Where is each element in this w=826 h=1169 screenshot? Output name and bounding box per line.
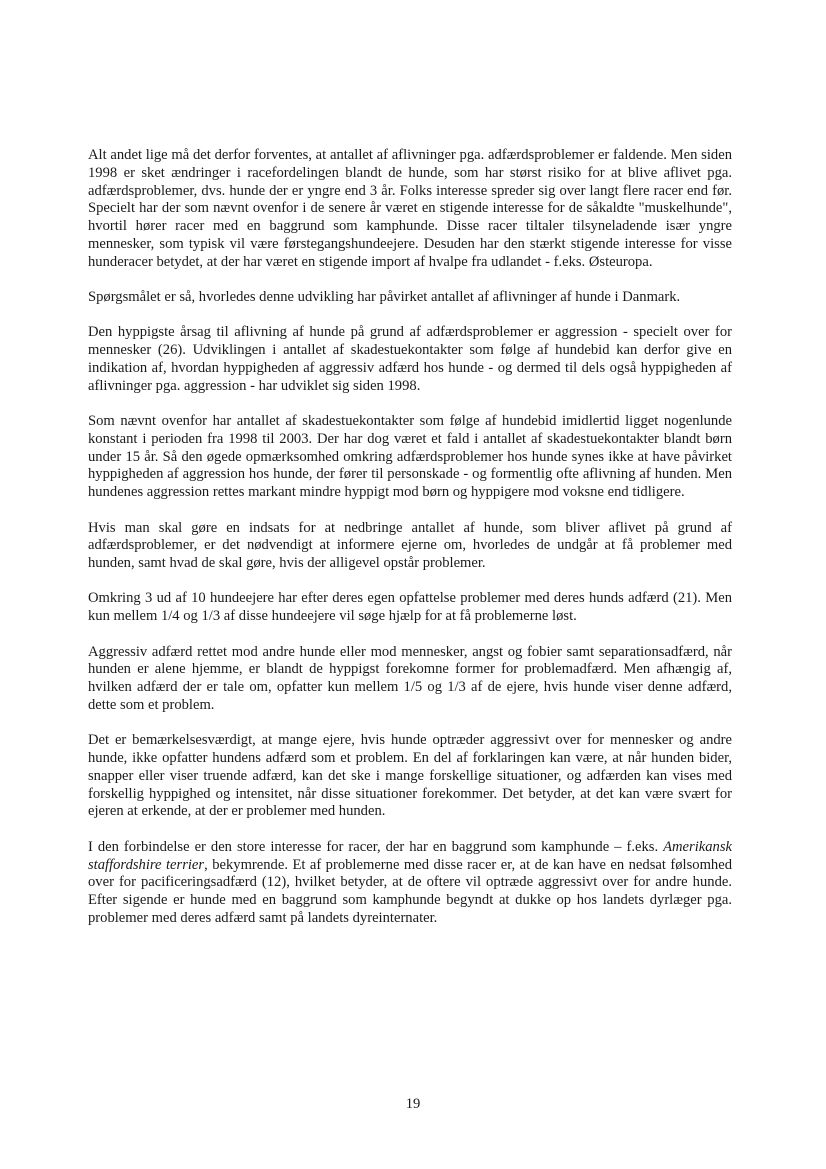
paragraph-1: Alt andet lige må det derfor forventes, at antallet af aflivninger pga. adfærdsproblemer er faldende. Men siden 1998 er sket ændringer i racefordelingen blandt de hunde, som har størst risiko for at blive aflivet pga. adfærdsproblemer, dvs. hunde der er yngre end 3 år. Folks interesse spreder sig over langt flere racer end før. Specielt har der som nævnt ovenfor i de senere år været en stigende interesse for de såkaldte "muskelhunde", hvortil hører racer med en baggrund som kamphunde. Disse racer tiltaler tilsyneladende især yngre mennesker, som typisk vil være førstegangshundeejere. Desuden har den stærkt stigende interesse for visse hunderacer betydet, at der har været en stigende import af hvalpe fra udlandet - f.eks. Østeuropa. <box>88 147 732 270</box>
paragraph-2: Spørgsmålet er så, hvorledes denne udvikling har påvirket antallet af aflivninger af hunde i Danmark. <box>88 289 681 306</box>
paragraph-5: Hvis man skal gøre en indsats for at nedbringe antallet af hunde, som bliver aflivet på grund af adfærdsproblemer, er det nødvendigt at informere ejerne om, hvorledes de undgår at få problemer med hunden, samt hvad de skal gøre, hvis der alligevel opstår problemer. <box>88 519 732 572</box>
paragraph-9 <box>88 839 732 928</box>
paragraph-4: Som nævnt ovenfor har antallet af skadestuekontakter som følge af hundebid imidlertid ligget nogenlunde konstant i perioden fra 1998 til 2003. Der har dog været et fald i antallet af skadestuekontakter blandt børn under 15 år. Så den øgede opmærksomhed omkring adfærdsproblemer hos hunde synes ikke at have påvirket hyppigheden af aggression hos hunde, der fører til personskade - og formentlig ofte aflivning af hunden. Men hundenes aggression rettes markant mindre hyppigt mod børn og hyppigere mod voksne end tidligere. <box>88 413 732 501</box>
paragraph-6: Omkring 3 ud af 10 hundeejere har efter deres egen opfattelse problemer med deres hunds adfærd (21). Men kun mellem 1/4 og 1/3 af disse hundeejere vil søge hjælp for at få problemerne løst. <box>88 590 732 625</box>
breed-name-italic: Amerikansk staffordshire terrier <box>88 838 732 873</box>
page-number: 19 <box>405 1096 421 1112</box>
paragraph-9-end: , bekymrende. Et af problemerne med disse racer er, at de kan have en nedsat følsomhed over for pacificeringsadfærd (12), hvilket betyder, at de oftere vil optræde aggressivt over for andre hunde. Efter sigende er hunde med en baggrund som kamphunde begyndt at dukke op hos landets dyrlæger pga. problemer med deres adfærd samt på landets dyreinternater. <box>88 856 732 926</box>
paragraph-8: Det er bemærkelsesværdigt, at mange ejere, hvis hunde optræder aggressivt over for mennesker og andre hunde, ikke opfatter hundens adfærd som et problem. En del af forklaringen kan være, at når hunden bider, snapper eller viser truende adfærd, kan det ske i mange forskellige situationer, og adfærden kan vises med forskellig hyppighed og intensitet, når disse situationer forekommer. Det betyder, at det kan være svært for ejeren at erkende, at der er problemer med hunden. <box>88 732 732 820</box>
paragraph-9-start: I den forbindelse er den store interesse for racer, der har en baggrund som kamphunde – f.eks. <box>88 838 664 855</box>
paragraph-7: Aggressiv adfærd rettet mod andre hunde eller mod mennesker, angst og fobier samt separationsadfærd, når hunden er alene hjemme, er blandt de hyppigst forekomne former for problemadfærd. Men afhængig af, hvilken adfærd der er tale om, opfatter kun mellem 1/5 og 1/3 af de ejere, hvis hunde viser denne adfærd, dette som et problem. <box>88 643 732 713</box>
body-text <box>88 147 732 945</box>
paragraph-3: Den hyppigste årsag til aflivning af hunde på grund af adfærdsproblemer er aggression - specielt over for mennesker (26). Udviklingen i antallet af skadestuekontakter som følge af hundebid kan derfor give en indikation af, hvordan hyppigheden af aggressiv adfærd hos hunde - og dermed til dels også hyppigheden af aflivninger pga. aggression - har udviklet sig siden 1998. <box>88 324 732 394</box>
